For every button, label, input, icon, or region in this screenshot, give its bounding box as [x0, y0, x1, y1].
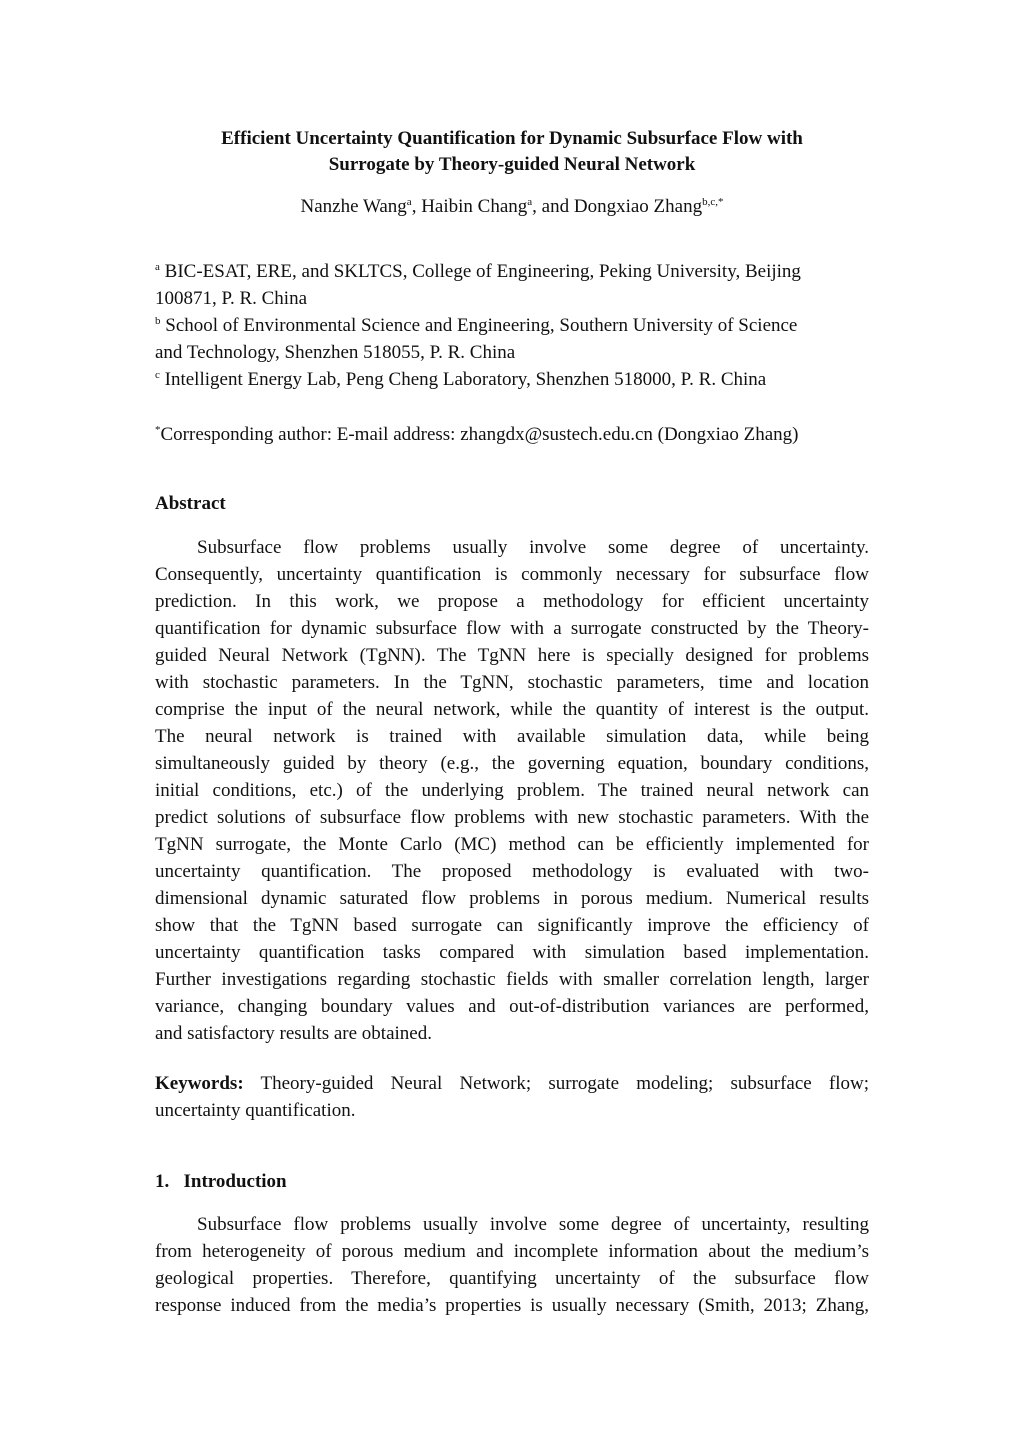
abstract-line: and satisfactory results are obtained. — [155, 1023, 432, 1044]
abstract-line: dimensional dynamic saturated flow problems in porous medium. Numerical results — [155, 888, 869, 909]
abstract-line: initial conditions, etc.) of the underlying problem. The trained neural network can — [155, 780, 869, 801]
author-affiliation-mark: b,c,* — [702, 196, 724, 208]
intro-line: response induced from the media’s properties is usually necessary (Smith, 2013; Zhang, — [155, 1295, 869, 1316]
author-affiliation-mark: a — [527, 196, 533, 208]
title-line-1: Efficient Uncertainty Quantification for Dynamic Subsurface Flow with — [221, 128, 803, 149]
corresponding-mark: * — [155, 424, 161, 436]
abstract-line: predict solutions of subsurface flow problems with new stochastic parameters. With the — [155, 807, 869, 828]
keywords — [155, 1070, 869, 1124]
abstract-line: Subsurface flow problems usually involve some degree of uncertainty. — [197, 537, 869, 558]
affiliation-line: BIC-ESAT, ERE, and SKLTCS, College of Engineering, Peking University, Beijing — [164, 261, 801, 282]
affiliation-line: and Technology, Shenzhen 518055, P. R. China — [155, 342, 516, 363]
abstract-line: variance, changing boundary values and out-of-distribution variances are performed, — [155, 996, 869, 1017]
author-list — [140, 194, 884, 220]
keywords-label: Keywords: — [155, 1073, 244, 1094]
affiliation-line: School of Environmental Science and Engineering, Southern University of Science — [165, 315, 798, 336]
abstract-line: show that the TgNN based surrogate can significantly improve the efficiency of — [155, 915, 869, 936]
intro-line: geological properties. Therefore, quantifying uncertainty of the subsurface flow — [155, 1268, 869, 1289]
affiliation-mark: b — [155, 315, 161, 327]
corresponding-text: Corresponding author: E-mail address: zhangdx@sustech.edu.cn (Dongxiao Zhang) — [160, 424, 799, 445]
abstract-line: uncertainty quantification tasks compared with simulation based implementation. — [155, 942, 869, 963]
affiliation-mark: c — [155, 369, 160, 381]
author-name: Haibin Chang — [421, 196, 528, 217]
affiliation-mark: a — [155, 261, 160, 273]
abstract-heading: Abstract — [155, 493, 226, 514]
author-name: Dongxiao Zhang — [573, 196, 703, 217]
author-affiliation-mark: a — [406, 196, 412, 208]
abstract-line: uncertainty quantification. The proposed methodology is evaluated with two- — [155, 861, 869, 882]
abstract-line: Further investigations regarding stochastic fields with smaller correlation length, larger — [155, 969, 869, 990]
abstract-line: Consequently, uncertainty quantification is commonly necessary for subsurface flow — [155, 564, 869, 585]
author-separator: , and — [532, 196, 574, 217]
intro-line: from heterogeneity of porous medium and incomplete information about the medium’s — [155, 1241, 869, 1262]
title-line-2: Surrogate by Theory-guided Neural Network — [328, 154, 696, 175]
abstract-line: with stochastic parameters. In the TgNN, stochastic parameters, time and location — [155, 672, 869, 693]
introduction-body — [155, 1211, 869, 1319]
corresponding-author — [155, 421, 869, 448]
intro-line: Subsurface flow problems usually involve some degree of uncertainty, resulting — [197, 1214, 869, 1235]
author-name: Nanzhe Wang — [300, 196, 407, 217]
paper-title — [140, 126, 884, 178]
keywords-text: uncertainty quantification. — [155, 1100, 356, 1121]
affiliation-b — [155, 312, 869, 366]
affiliation-line: 100871, P. R. China — [155, 288, 308, 309]
affiliation-line: Intelligent Energy Lab, Peng Cheng Laboratory, Shenzhen 518000, P. R. China — [164, 369, 767, 390]
abstract-line: simultaneously guided by theory (e.g., the governing equation, boundary conditions, — [155, 753, 869, 774]
section-heading-introduction: 1. Introduction — [155, 1171, 287, 1192]
abstract-body — [155, 534, 869, 1047]
affiliation-c — [155, 366, 869, 393]
abstract-line: prediction. In this work, we propose a methodology for efficient uncertainty — [155, 591, 869, 612]
keywords-text: Theory-guided Neural Network; surrogate modeling; subsurface flow; — [260, 1073, 869, 1094]
affiliation-a — [155, 258, 869, 312]
author-separator: , — [411, 196, 422, 217]
abstract-line: The neural network is trained with available simulation data, while being — [155, 726, 869, 747]
abstract-line: quantification for dynamic subsurface flow with a surrogate constructed by the Theory- — [155, 618, 869, 639]
abstract-line: TgNN surrogate, the Monte Carlo (MC) method can be efficiently implemented for — [155, 834, 869, 855]
abstract-line: guided Neural Network (TgNN). The TgNN here is specially designed for problems — [155, 645, 869, 666]
abstract-line: comprise the input of the neural network, while the quantity of interest is the output. — [155, 699, 869, 720]
